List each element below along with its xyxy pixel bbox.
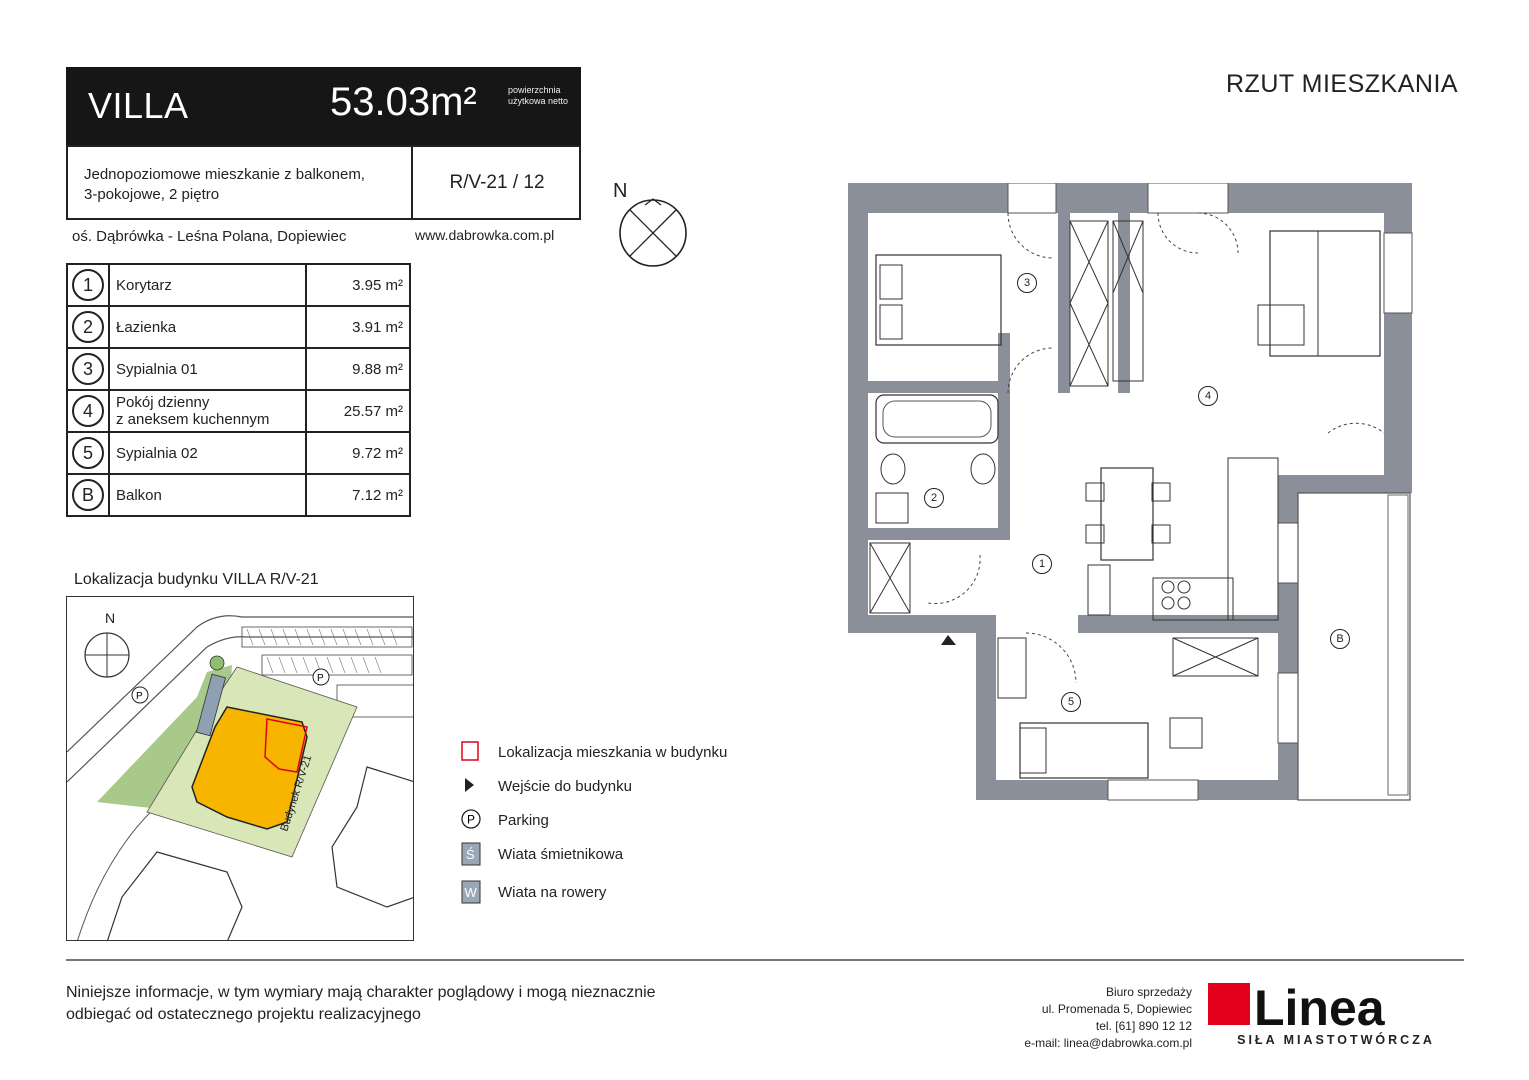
area-note: powierzchnia użytkowa netto — [508, 85, 569, 106]
legend-label: Wiata śmietnikowa — [498, 846, 624, 863]
room-name — [109, 390, 306, 432]
disclaimer — [66, 982, 766, 1026]
apartment-type: VILLA — [88, 85, 189, 126]
room-area: 7.12 m² — [306, 474, 410, 516]
room-name-line-2: z aneksem kuchennym — [116, 411, 270, 428]
room-name: Łazienka — [109, 306, 306, 348]
legend-item — [460, 842, 780, 870]
logo-tagline: SIŁA MIASTOTWÓRCZA — [1237, 1033, 1435, 1047]
location-map-title: Lokalizacja budynku VILLA R/V-21 — [74, 571, 319, 588]
office-email[interactable]: e-mail: linea@dabrowka.com.pl — [1024, 1036, 1192, 1050]
room-area: 25.57 m² — [306, 390, 410, 432]
header-bar — [66, 67, 581, 145]
apartment-description — [84, 165, 414, 205]
room-name: Sypialnia 02 — [109, 432, 306, 474]
north-compass — [605, 175, 695, 275]
floor-plan — [848, 183, 1428, 803]
plan-room-label: 3 — [1017, 273, 1037, 293]
compass-icon — [605, 175, 695, 275]
office-phone: tel. [61] 890 12 12 — [1095, 1019, 1192, 1033]
sales-office — [960, 984, 1192, 1052]
legend-label: Wejście do budynku — [498, 778, 632, 795]
room-area: 3.91 m² — [306, 306, 410, 348]
disclaimer-line-1: Niniejsze informacje, w tym wymiary mają charakter poglądowy i mogą nieznacznie — [66, 984, 656, 1001]
svg-text:Ś: Ś — [466, 847, 475, 862]
map-north-label: N — [105, 610, 116, 626]
room-number: 1 — [72, 269, 104, 301]
table-row — [67, 390, 410, 432]
description-box — [66, 145, 581, 220]
room-area: 3.95 m² — [306, 264, 410, 306]
disclaimer-line-2: odbiegać od ostatecznego projektu realizacyjnego — [66, 1006, 421, 1023]
plan-room-label: 2 — [924, 488, 944, 508]
apartment-area: 53.03m² — [330, 80, 477, 124]
plan-room-label: 1 — [1032, 554, 1052, 574]
table-row — [67, 264, 410, 306]
apartment-code: R/V-21 / 12 — [449, 172, 545, 193]
plan-room-label: 4 — [1198, 386, 1218, 406]
legend-label: Wiata na rowery — [498, 884, 607, 901]
location-map — [66, 596, 414, 941]
office-title: Biuro sprzedaży — [1105, 985, 1192, 999]
parking-marker: P — [317, 673, 324, 684]
svg-text:P: P — [467, 812, 476, 827]
parking-marker: P — [136, 691, 143, 702]
footer-divider — [66, 959, 1464, 961]
room-area: 9.88 m² — [306, 348, 410, 390]
legend-item — [460, 808, 780, 836]
room-number: 2 — [72, 311, 104, 343]
table-row — [67, 348, 410, 390]
description-line-1: Jednopoziomowe mieszkanie z balkonem, — [84, 166, 365, 183]
rooms-table — [66, 263, 411, 517]
room-name: Korytarz — [109, 264, 306, 306]
room-number: 3 — [72, 353, 104, 385]
entrance-triangle-icon — [460, 774, 482, 796]
estate-location: oś. Dąbrówka - Leśna Polana, Dopiewiec — [72, 228, 347, 245]
legend-item — [460, 740, 780, 768]
svg-text:Linea: Linea — [1254, 981, 1385, 1031]
table-row — [67, 474, 410, 516]
room-number: B — [72, 479, 104, 511]
svg-text:N: N — [613, 180, 628, 202]
legend-item — [460, 880, 780, 908]
building-label: Budynek R/V-21 — [278, 753, 315, 833]
room-number: 4 — [72, 395, 104, 427]
plan-room-label: 5 — [1061, 692, 1081, 712]
room-name: Balkon — [109, 474, 306, 516]
room-name-line-1: Pokój dzienny — [116, 394, 210, 411]
room-name: Sypialnia 01 — [109, 348, 306, 390]
legend-item — [460, 774, 780, 802]
waste-shed-icon — [460, 842, 482, 864]
red-square-outline-icon — [460, 740, 482, 762]
table-row — [67, 306, 410, 348]
legend-label: Parking — [498, 812, 549, 829]
room-area: 9.72 m² — [306, 432, 410, 474]
legend-label: Lokalizacja mieszkania w budynku — [498, 744, 728, 761]
website-link[interactable]: www.dabrowka.com.pl — [415, 227, 555, 243]
plan-title: RZUT MIESZKANIA — [1226, 70, 1459, 98]
site-plan-map — [67, 597, 414, 941]
svg-text:W: W — [464, 885, 477, 900]
description-line-2: 3-pokojowe, 2 piętro — [84, 186, 220, 203]
logo-mark — [1208, 981, 1464, 1031]
parking-circle-icon — [460, 808, 482, 830]
plan-room-label: B — [1330, 629, 1350, 649]
bike-shed-icon — [460, 880, 482, 902]
room-number: 5 — [72, 437, 104, 469]
table-row — [67, 432, 410, 474]
office-address: ul. Promenada 5, Dopiewiec — [1041, 1002, 1192, 1016]
